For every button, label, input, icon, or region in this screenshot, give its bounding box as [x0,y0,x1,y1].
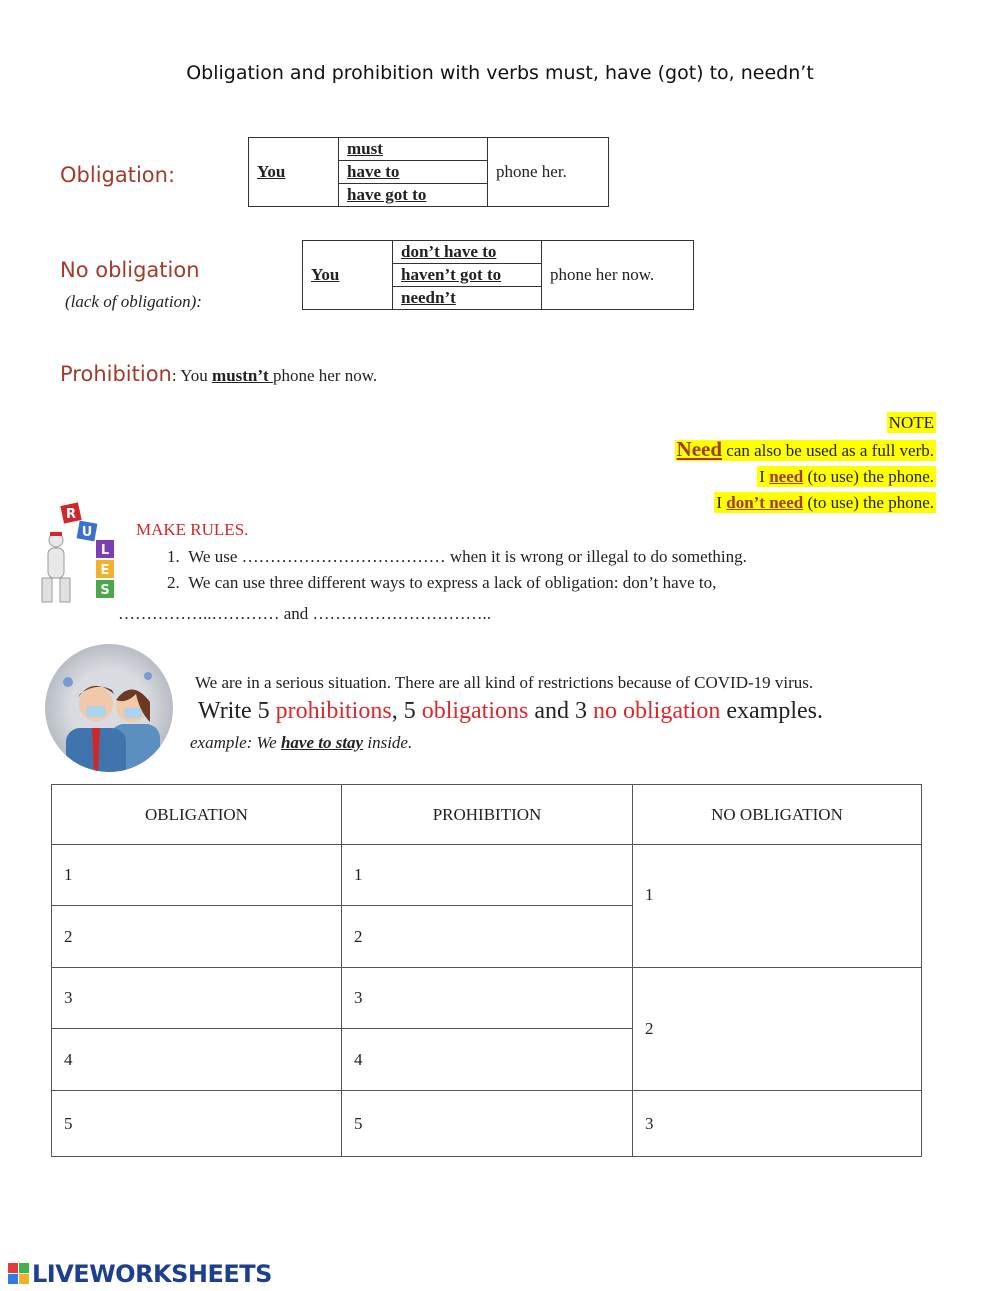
prohibition-answer-1[interactable]: 1 [342,845,633,906]
obligation-answer-4[interactable]: 4 [52,1029,342,1091]
obligation-verb-have-to: have to [339,161,488,184]
obligation-verb-have-got-to: have got to [339,184,488,207]
no-obligation-subject: You [303,241,393,310]
obligation-label: Obligation: [60,163,176,187]
no-obligation-label: No obligation [60,258,200,282]
rule-item-1 [167,547,747,567]
covid-intro: We are in a serious situation. There are all kind of restrictions because of COVID-19 virus. [195,673,814,692]
no-obligation-sublabel: (lack of obligation): [65,292,202,311]
note-line1-rest: can also be used as a full verb. [722,441,934,460]
prohibition-answer-4[interactable]: 4 [342,1029,633,1091]
page-title: Obligation and prohibition with verbs must, have (got) to, needn’t [186,62,814,84]
no-obligation-verb-neednt: needn’t [393,287,542,310]
covid-instruction [198,698,823,725]
example-pre: example: We [190,733,281,752]
example-post: inside. [363,733,413,752]
note-line3-rest: (to use) the phone. [803,493,934,512]
covid-masks-illustration [40,642,178,774]
liveworksheets-logo-icon [8,1263,30,1285]
rule-item-2-number: 2. [167,573,180,592]
rule-item-2-continuation: ……………..………… and ………………………….. [118,604,492,623]
instruction-obligations: obligations [421,698,529,724]
no-obligation-table [302,240,694,310]
die-letter-r: R [65,507,77,522]
make-rules-title: MAKE RULES. [136,520,249,539]
liveworksheets-brand[interactable]: LIVEWORKSHEETS [32,1260,272,1288]
no-obligation-verb-havent-got-to: haven’t got to [393,264,542,287]
instruction-prohibitions: prohibitions [275,698,392,724]
prohibition-answer-2[interactable]: 2 [342,906,633,968]
note-line3-pre: I [716,493,727,512]
prohibition-label: Prohibition [60,362,172,386]
instruction-mid2: and 3 [528,698,594,724]
obligation-table [248,137,609,207]
no-obligation-ending: phone her now. [542,241,694,310]
rule-item-1-text: We use ……………………………… when it is wrong or illegal to do something. [188,547,747,566]
no-obligation-verb-dont-have-to: don’t have to [393,241,542,264]
prohibition-text-before: : You [171,366,213,385]
header-obligation: OBLIGATION [52,785,342,845]
prohibition-verb: mustn’t [212,366,273,385]
no-obligation-answer-3[interactable]: 3 [633,1091,922,1157]
die-letter-s: S [100,583,110,598]
header-prohibition: PROHIBITION [342,785,633,845]
prohibition-answer-3[interactable]: 3 [342,968,633,1029]
obligation-subject: You [249,138,339,207]
prohibition-answer-5[interactable]: 5 [342,1091,633,1157]
obligation-answer-1[interactable]: 1 [52,845,342,906]
rule-item-2-text: We can use three different ways to express a lack of obligation: don’t have to, [188,573,717,592]
note-line2-rest: (to use) the phone. [803,467,934,486]
note-line2-word: need [769,467,804,486]
no-obligation-answer-2[interactable]: 2 [633,968,922,1091]
obligation-answer-5[interactable]: 5 [52,1091,342,1157]
exercise-table [51,784,922,1157]
note-box [675,410,936,516]
covid-example [190,733,412,753]
instruction-pre: Write 5 [198,698,276,724]
die-letter-l: L [100,543,110,558]
rules-dice-illustration [40,500,132,606]
note-need-word: Need [676,437,723,461]
obligation-answer-3[interactable]: 3 [52,968,342,1029]
example-verb: have to stay [280,733,364,752]
rule-item-2 [167,573,716,593]
instruction-post: examples. [720,698,823,724]
header-no-obligation: NO OBLIGATION [633,785,922,845]
rule-item-1-number: 1. [167,547,180,566]
note-line2-pre: I [759,467,770,486]
die-letter-u: U [81,525,93,540]
instruction-no-obligation: no obligation [593,698,721,724]
no-obligation-answer-1[interactable]: 1 [633,845,922,968]
obligation-verb-must: must [339,138,488,161]
note-heading: NOTE [888,413,934,432]
prohibition-text-after: phone her now. [272,366,378,385]
die-letter-e: E [100,563,110,578]
prohibition-line [60,362,377,386]
obligation-ending: phone her. [488,138,609,207]
obligation-answer-2[interactable]: 2 [52,906,342,968]
instruction-mid1: , 5 [391,698,422,724]
note-line3-word: don’t need [726,493,804,512]
